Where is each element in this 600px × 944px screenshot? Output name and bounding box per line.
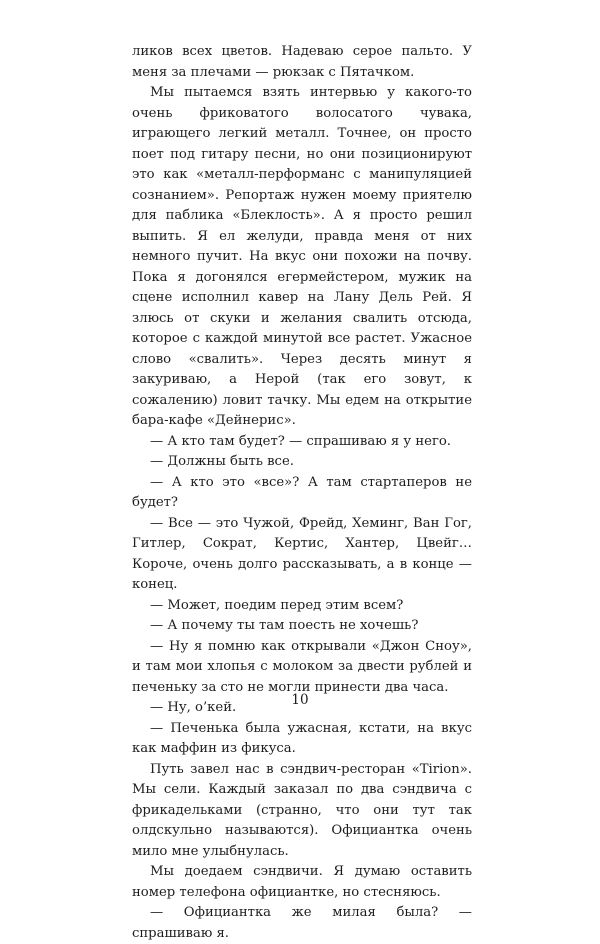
paragraph: — Печенька была ужасная, кстати, на вкус как маффин из фикуса. xyxy=(132,720,472,756)
paragraph: — А кто там будет? — спрашиваю я у него. xyxy=(150,433,451,449)
paragraph: — А почему ты там поесть не хочешь? xyxy=(150,618,419,633)
paragraph: — А кто это «все»? А там стартаперов не будет? xyxy=(132,474,472,510)
page-number: 10 xyxy=(291,692,309,708)
paragraph: — Ну я помню как открывали «Джон Сноу», и там мои хлопья с молоком за двести рублей и печеньку за сто не могли принести два часа. xyxy=(132,638,472,695)
paragraph: — Ну, о’кей. xyxy=(150,700,237,715)
paragraph: ликов всех цветов. Надеваю серое пальто. У меня за плечами — рюкзак с Пятачком. xyxy=(132,44,472,80)
paragraph: — Все — это Чужой, Фрейд, Хеминг, Ван Гог, Гитлер, Сократ, Кертис, Хантер, Цвейг… Короче, очень долго рассказывать, а в конце — конец. xyxy=(132,515,472,592)
paragraph: Путь завел нас в сэндвич-ресторан «Tirion». Мы сели. Каждый заказал по два сэндвича с фрикадельками (странно, что они тут так олдскульно называются). Официантка очень мило мне улыбнулась. xyxy=(132,761,472,859)
paragraph: Мы доедаем сэндвичи. Я думаю оставить номер телефона официантке, но стесняюсь. xyxy=(132,864,472,900)
body-text xyxy=(132,42,472,944)
paragraph: Мы пытаемся взять интервью у какого-то очень фриковатого волосатого чувака, играющего легкий металл. Точнее, он просто поет под гитару песни, но они позиционируют это как «металл-перформанс с манипуляцией сознанием». Репортаж нужен моему приятелю для паблика «Блеклость». А я просто решил выпить. Я ел желуди, правда меня от них немного пучит. На вкус они похожи на почву. Пока я догонялся егермейстером, мужик на сцене исполнил кавер на Лану Дель Рей. Я злюсь от скуки и желания свалить отсюда, которое с каждой минутой все растет. Ужасное слово «свалить». Через десять минут я закуриваю, а Нерой (так его зовут, к сожалению) ловит тачку. Мы едем на открытие бара-кафе «Дейнерис». xyxy=(132,85,472,428)
paragraph: — Может, поедим перед этим всем? xyxy=(150,597,404,613)
paragraph: — Должны быть все. xyxy=(150,454,294,469)
paragraph: — Официантка же милая была? — спрашиваю я. xyxy=(132,905,472,941)
